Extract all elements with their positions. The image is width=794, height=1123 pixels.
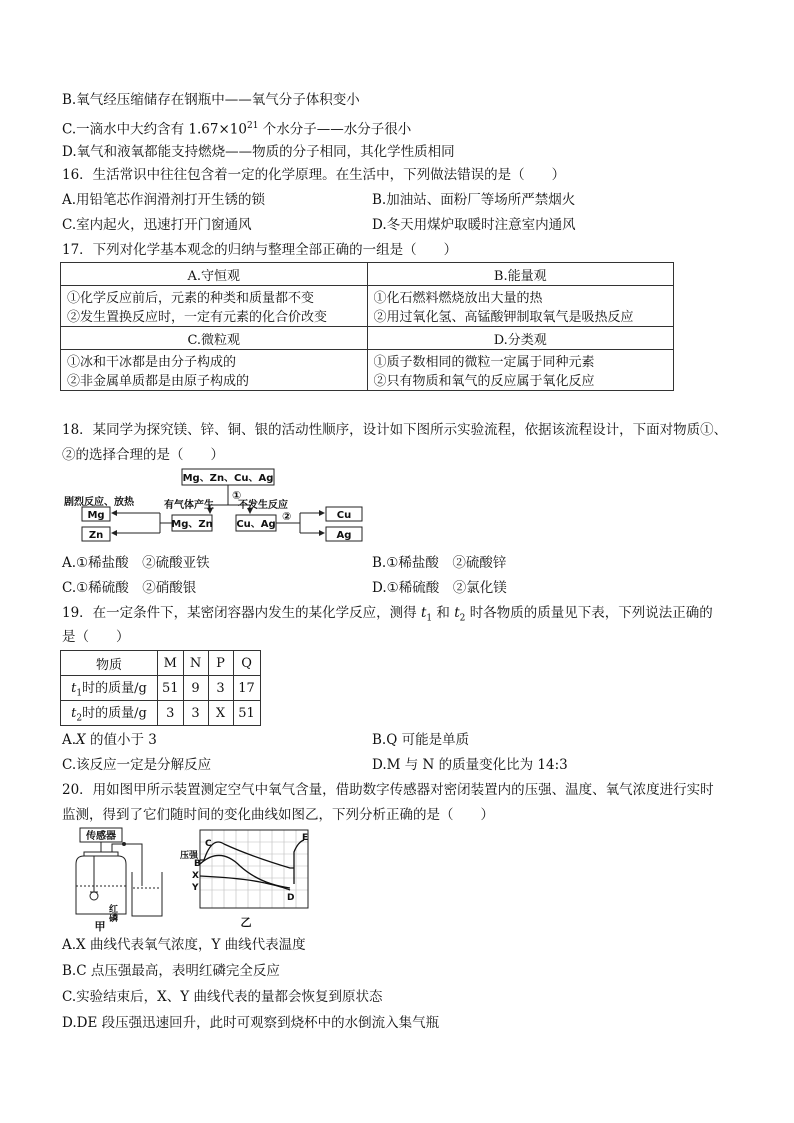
q19-header-cell: N — [183, 651, 208, 676]
q20-figure-jia — [62, 826, 172, 932]
q19-cell: 51 — [233, 701, 260, 726]
q19-cell: 3 — [208, 676, 233, 701]
q18-box-ag: Ag — [336, 530, 352, 541]
q20-point-d: D — [287, 893, 295, 903]
q19-row1-t: t — [71, 681, 77, 697]
q18-box-zn: Zn — [88, 530, 104, 541]
q19-cell: 3 — [158, 701, 184, 726]
q19-option-a-x: X — [76, 732, 86, 748]
q17-a1: ①化学反应前后，元素的种类和质量都不变 — [67, 291, 315, 306]
q19-option-a-text: 的值小于 3 — [85, 732, 157, 748]
q20-point-b: B — [194, 859, 201, 869]
q19-cell: 51 — [158, 676, 184, 701]
q19-option-b: B.Q 可能是单质 — [372, 732, 470, 748]
q20-option-d: D.DE 段压强迅速回升，此时可观察到烧杯中的水倒流入集气瓶 — [62, 1015, 440, 1031]
q19-t2: t — [454, 605, 460, 621]
q20-ylabel-pressure: 压强 — [180, 851, 199, 861]
q16-option-d: D.冬天用煤炉取暖时注意室内通风 — [372, 217, 576, 233]
q19-row2-sub: 2 — [76, 713, 83, 724]
q17-b-head: B.能量观 — [367, 263, 674, 286]
q17-a-items — [61, 286, 368, 327]
q19-row-label — [61, 676, 158, 701]
q19-table — [60, 650, 261, 726]
q15-option-c-text: C.一滴水中大约含有 1.67×10 — [62, 121, 247, 138]
q17-d2: ②只有物质和氧气的反应属于氧化反应 — [373, 374, 595, 389]
q16-option-a: A.用铅笔芯作润滑剂打开生锈的锁 — [62, 192, 266, 208]
q17-c-head: C.微粒观 — [61, 327, 368, 350]
q20-option-c: C.实验结束后，X、Y 曲线代表的量都会恢复到原状态 — [62, 989, 383, 1005]
q17-b-items — [367, 286, 674, 327]
q18-option-b: B.①稀盐酸 ②硫酸锌 — [372, 555, 507, 571]
q18-box-mgzn: Mg、Zn — [171, 519, 213, 530]
q18-flow-diagram — [60, 467, 390, 549]
q19-option-a — [62, 730, 157, 750]
q17-d-head: D.分类观 — [367, 327, 674, 350]
q17-c-items — [61, 350, 368, 391]
q16-stem: 16．生活常识中往往包含着一定的化学原理。在生活中，下列做法错误的是（ ） — [62, 167, 566, 183]
q19-row-t2 — [61, 701, 261, 726]
q15-option-c — [62, 116, 411, 140]
q15-option-b: B.氧气经压缩储存在钢瓶中——氧气分子体积变小 — [62, 92, 360, 108]
q20-point-c: C — [205, 839, 212, 849]
q19-header-row — [61, 651, 261, 676]
q19-row-t1 — [61, 676, 261, 701]
q18-box-cuag: Cu、Ag — [236, 519, 276, 530]
q19-cell: 9 — [183, 676, 208, 701]
q18-option-a: A.①稀盐酸 ②硫酸亚铁 — [62, 555, 210, 571]
q18-top-box: Mg、Zn、Cu、Ag — [182, 473, 274, 484]
q19-stem-text-end: 时各物质的质量见下表，下列说法正确的 — [465, 605, 713, 621]
q19-header-cell: 物质 — [61, 651, 158, 676]
q15-option-c-text-end: 个水分子——水分子很小 — [258, 121, 412, 138]
q19-row2-label-text: 时的质量/g — [82, 706, 147, 722]
q19-row1-sub: 1 — [76, 688, 83, 699]
q18-reagent-2: ② — [282, 510, 292, 523]
q19-cell: 17 — [233, 676, 260, 701]
q15-option-d: D.氧气和液氧都能支持燃烧——物质的分子相同，其化学性质相同 — [62, 144, 455, 160]
q18-stem-line1: 18．某同学为探究镁、锌、铜、银的活动性顺序，设计如下图所示实验流程，依据该流程设计，下面对物质①、 — [62, 422, 728, 438]
q17-d1: ①质子数相同的微粒一定属于同种元素 — [373, 355, 595, 370]
q19-header-cell: M — [158, 651, 184, 676]
q20-caption-jia: 甲 — [94, 920, 106, 932]
q19-header-cell: P — [208, 651, 233, 676]
q17-b1: ①化石燃料燃烧放出大量的热 — [373, 291, 543, 306]
q16-option-b: B.加油站、面粉厂等场所严禁烟火 — [372, 192, 576, 208]
q18-reagent-1: ① — [232, 489, 242, 502]
q18-label-none: 不发生反应 — [238, 500, 288, 511]
q20-point-e: E — [302, 833, 309, 843]
q20-curve-x: X — [192, 871, 199, 881]
q17-c2: ②非金属单质都是由原子构成的 — [67, 374, 250, 389]
q19-stem-text: 19．在一定条件下，某密闭容器内发生的某化学反应，测得 — [62, 605, 421, 621]
q19-row1-label-text: 时的质量/g — [82, 681, 147, 697]
q19-cell: 3 — [183, 701, 208, 726]
q17-a-head: A.守恒观 — [61, 263, 368, 286]
q18-option-c: C.①稀硫酸 ②硝酸银 — [62, 580, 197, 596]
q20-phosphorus-label: 红磷 — [107, 904, 117, 922]
q18-box-cu: Cu — [336, 510, 352, 521]
q19-t2-sub: 2 — [459, 613, 466, 624]
q20-option-a: A.X 曲线代表氧气浓度，Y 曲线代表温度 — [62, 937, 306, 953]
q17-stem: 17．下列对化学基本观念的归纳与整理全部正确的一组是（ ） — [62, 242, 458, 258]
q20-option-b: B.C 点压强最高，表明红磷完全反应 — [62, 963, 280, 979]
q20-figure-yi — [180, 826, 320, 932]
q17-a2: ②发生置换反应时，一定有元素的化合价改变 — [67, 310, 328, 325]
q17-table — [60, 262, 674, 391]
q17-b2: ②用过氧化氢、高锰酸钾制取氧气是吸热反应 — [373, 310, 634, 325]
q19-stem-line2: 是（ ） — [62, 629, 130, 645]
q15-option-c-exponent: 21 — [246, 121, 259, 131]
q17-d-items — [367, 350, 674, 391]
q18-label-gas: 有气体产生 — [164, 500, 214, 511]
q19-option-a-letter: A. — [62, 732, 77, 748]
q18-label-violent: 剧烈反应、放热 — [64, 497, 134, 508]
q19-option-c: C.该反应一定是分解反应 — [62, 757, 212, 773]
q16-option-c: C.室内起火，迅速打开门窗通风 — [62, 217, 252, 233]
q19-stem-line1 — [62, 603, 713, 629]
q19-cell: X — [208, 701, 233, 726]
q18-box-mg: Mg — [87, 510, 105, 521]
q18-stem-line2: ②的选择合理的是（ ） — [62, 447, 224, 463]
q17-c1: ①冰和干冰都是由分子构成的 — [67, 355, 237, 370]
q20-curve-y: Y — [192, 883, 199, 893]
q19-t1: t — [420, 605, 427, 621]
q20-stem-line1: 20．用如图甲所示装置测定空气中氧气含量，借助数字传感器对密闭装置内的压强、温度、氧气浓度进行实时 — [62, 782, 714, 798]
q20-caption-yi: 乙 — [240, 916, 252, 929]
q19-option-d: D.M 与 N 的质量变化比为 14:3 — [372, 757, 568, 773]
q19-row2-t: t — [71, 706, 77, 722]
q19-stem-and: 和 — [432, 605, 455, 621]
q19-header-cell: Q — [233, 651, 260, 676]
q19-t1-sub: 1 — [426, 613, 433, 624]
q18-option-d: D.①稀硫酸 ②氯化镁 — [372, 580, 507, 596]
q20-stem-line2: 监测，得到了它们随时间的变化曲线如图乙，下列分析正确的是（ ） — [62, 807, 494, 823]
q19-row-label — [61, 701, 158, 726]
q20-sensor-label: 传感器 — [86, 831, 116, 842]
